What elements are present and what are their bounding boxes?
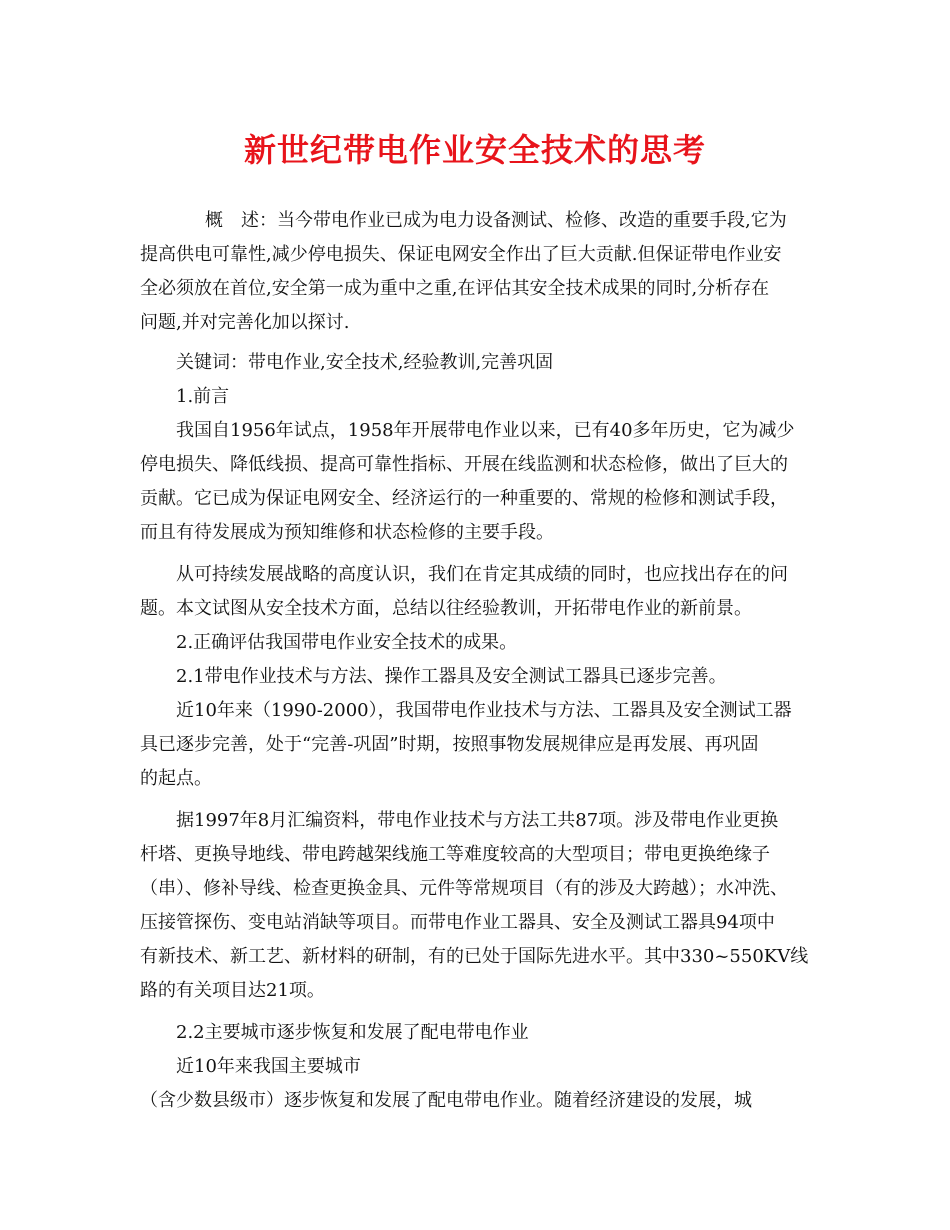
paragraph-line: 有新技术、新工艺、新材料的研制，有的已处于国际先进水平。其中330~550KV线	[140, 946, 809, 967]
section-heading-1: 1.前言	[176, 386, 230, 407]
paragraph-line: 从可持续发展战略的高度认识，我们在肯定其成绩的同时，也应找出存在的问	[176, 564, 788, 585]
keywords-line: 关键词：带电作业,安全技术,经验教训,完善巩固	[176, 352, 554, 373]
paragraph-line: 近10年来（1990-2000），我国带电作业技术与方法、工器具及安全测试工器	[176, 700, 792, 721]
subsection-heading-2-2: 2.2主要城市逐步恢复和发展了配电带电作业	[176, 1022, 529, 1043]
abstract-line-1: 概 述：当今带电作业已成为电力设备测试、检修、改造的重要手段,它为	[205, 210, 787, 231]
paragraph-line: 具已逐步完善，处于“完善-巩固”时期，按照事物发展规律应是再发展、再巩固	[140, 734, 759, 755]
paragraph-line: 题。本文试图从安全技术方面，总结以往经验教训，开拓带电作业的新前景。	[140, 598, 752, 619]
paragraph-line: 停电损失、降低线损、提高可靠性指标、开展在线监测和状态检修，做出了巨大的	[140, 454, 788, 475]
section-heading-2: 2.正确评估我国带电作业安全技术的成果。	[176, 632, 518, 653]
document-title: 新世纪带电作业安全技术的思考	[243, 131, 706, 169]
paragraph-line: 贡献。它已成为保证电网安全、经济运行的一种重要的、常规的检修和测试手段，	[140, 488, 788, 509]
paragraph-line: 近10年来我国主要城市	[176, 1056, 361, 1077]
abstract-line-4: 问题,并对完善化加以探讨.	[140, 312, 350, 333]
paragraph-line: （含少数县级市）逐步恢复和发展了配电带电作业。随着经济建设的发展，城	[140, 1090, 752, 1111]
paragraph-line: 杆塔、更换导地线、带电跨越架线施工等难度较高的大型项目；带电更换绝缘子	[140, 844, 770, 865]
paragraph-line: 而且有待发展成为预知维修和状态检修的主要手段。	[140, 522, 554, 543]
paragraph-line: （串）、修补导线、检查更换金具、元件等常规项目（有的涉及大跨越）；水冲洗、	[140, 878, 788, 899]
paragraph-line: 据1997年8月汇编资料，带电作业技术与方法工共87项。涉及带电作业更换	[176, 810, 779, 831]
abstract-line-2: 提高供电可靠性,减少停电损失、保证电网安全作出了巨大贡献.但保证带电作业安	[140, 244, 782, 265]
abstract-line-3: 全必须放在首位,安全第一成为重中之重,在评估其安全技术成果的同时,分析存在	[140, 278, 770, 299]
paragraph-line: 压接管探伤、变电站消缺等项目。而带电作业工器具、安全及测试工器具94项中	[140, 912, 775, 933]
paragraph-line: 的起点。	[140, 768, 212, 789]
paragraph-line: 我国自1956年试点，1958年开展带电作业以来，已有40多年历史，它为减少	[176, 420, 795, 441]
subsection-heading-2-1: 2.1带电作业技术与方法、操作工器具及安全测试工器具已逐步完善。	[176, 666, 727, 687]
paragraph-line: 路的有关项目达21项。	[140, 980, 325, 1001]
